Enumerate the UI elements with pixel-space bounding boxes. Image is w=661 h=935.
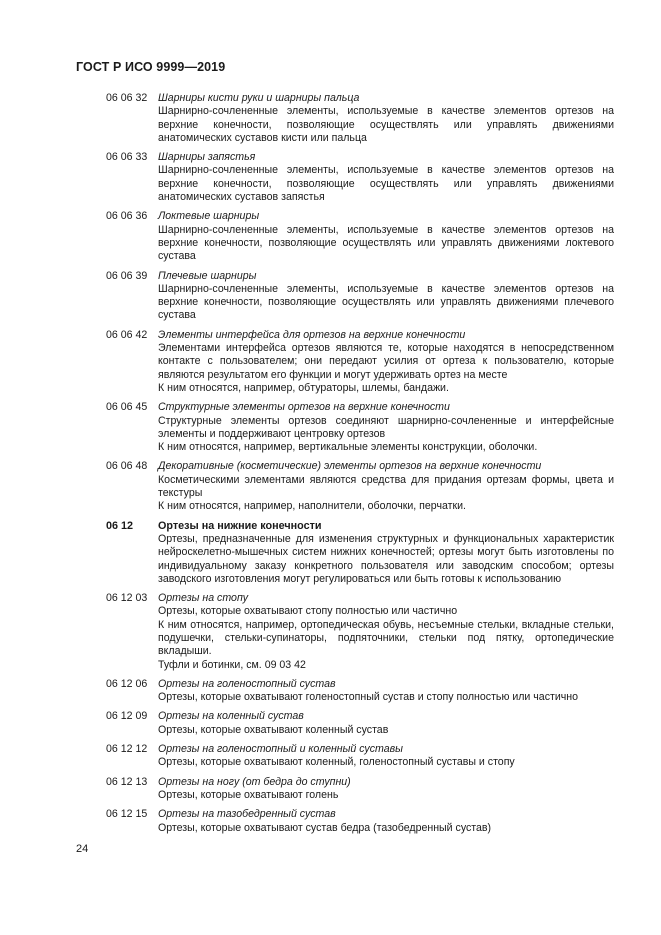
entry-heading: [106, 210, 614, 223]
entry-paragraph: Ортезы, которые охватывают сустав бедра (тазобедренный сустав): [158, 821, 492, 834]
entry-body: [106, 224, 614, 264]
entry-body: [106, 605, 614, 671]
entry-paragraph: Шарнирно-сочлененные элементы, используемые в качестве элементов ортезов на верхние конечности, позволяющие осуществлять или управлять движениями анатомических суставов запястья: [158, 164, 614, 204]
entry-body: [106, 822, 614, 835]
entry-heading: [106, 776, 614, 789]
entry-code: 06 06 32: [106, 92, 148, 104]
entry-body: [106, 342, 614, 395]
entry-heading: [106, 270, 614, 283]
entry-paragraph: К ним относятся, например, наполнители, оболочки, перчатки.: [158, 500, 466, 513]
classification-entry: [106, 678, 614, 705]
entry-paragraph: Шарнирно-сочлененные элементы, используемые в качестве элементов ортезов на верхние конечности, позволяющие осуществлять или управлять движениями анатомических суставов кисти или пальца: [158, 105, 614, 144]
entry-title: Ортезы на голеностопный и коленный суставы: [158, 743, 403, 756]
entry-title: Плечевые шарниры: [158, 269, 257, 282]
entry-body: [106, 415, 614, 455]
entry-paragraph: Ортезы, которые охватывают коленный сустав: [158, 723, 389, 736]
classification-entry: [106, 743, 614, 770]
classification-entries: [106, 92, 614, 841]
entry-body: [106, 789, 614, 802]
entry-paragraph: Ортезы, которые охватывают коленный, голеностопный суставы и стопу: [158, 756, 515, 769]
page-number: 24: [76, 843, 89, 855]
classification-entry: [106, 592, 614, 672]
entry-paragraph: Шарнирно-сочлененные элементы, используемые в качестве элементов ортезов на верхние конечности, позволяющие осуществлять или управлять движениями плечевого сустава: [158, 282, 614, 322]
entry-code: 06 12: [106, 519, 134, 532]
entry-code: 06 12 03: [106, 592, 148, 605]
entry-title: Ортезы на ногу (от бедра до ступни): [158, 775, 351, 788]
classification-entry: [106, 710, 614, 737]
entry-heading: [106, 710, 614, 723]
entry-title: Структурные элементы ортезов на верхние конечности: [158, 401, 450, 414]
entry-heading: [106, 743, 614, 756]
entry-paragraph: К ним относятся, например, ортопедическая обувь, несъемные стельки, вкладные стельки, подушечки, стельки-супинаторы, подпяточники, стельки под пятку, ортопедические вкладыши.: [158, 618, 614, 658]
entry-heading: [106, 151, 614, 164]
entry-code: 06 06 42: [106, 328, 148, 341]
entry-heading: [106, 92, 614, 105]
entry-code: 06 06 39: [106, 269, 148, 282]
entry-title: Шарниры кисти руки и шарниры пальца: [158, 92, 360, 104]
entry-code: 06 06 45: [106, 401, 148, 414]
entry-body: [106, 105, 614, 145]
entry-paragraph: Туфли и ботинки, см. 09 03 42: [158, 658, 306, 671]
classification-entry: [106, 92, 614, 145]
classification-entry: [106, 460, 614, 513]
entry-paragraph: Косметическими элементами являются средства для придания ортезам формы, цвета и текстуры: [158, 473, 614, 500]
classification-entry: [106, 401, 614, 454]
entry-heading: [106, 520, 614, 533]
entry-paragraph: Шарнирно-сочлененные элементы, используемые в качестве элементов ортезов на верхние конечности, позволяющие осуществлять или управлять движениями локтевого сустава: [158, 223, 614, 263]
entry-body: [106, 724, 614, 737]
entry-code: 06 12 12: [106, 743, 148, 756]
classification-entry: [106, 329, 614, 395]
classification-entry: [106, 210, 614, 263]
document-header: ГОСТ Р ИСО 9999—2019: [76, 60, 226, 74]
entry-paragraph: Структурные элементы ортезов соединяют шарнирно-сочлененные и интерфейсные элементы и поддерживают центровку ортезов: [158, 414, 614, 440]
entry-title: Ортезы на голеностопный сустав: [158, 677, 336, 690]
entry-title: Ортезы на стопу: [158, 592, 249, 605]
section-entry: [106, 520, 614, 586]
classification-entry: [106, 151, 614, 204]
entry-paragraph: К ним относятся, например, вертикальные элементы конструкции, оболочки.: [158, 441, 538, 454]
entry-body: [106, 474, 614, 514]
entry-title: Декоративные (косметические) элементы ортезов на верхние конечности: [158, 460, 542, 473]
entry-paragraph: Ортезы, которые охватывают стопу полностью или частично: [158, 605, 458, 618]
entry-heading: [106, 401, 614, 414]
entry-title: Шарниры запястья: [158, 151, 256, 164]
entry-body: [106, 533, 614, 586]
entry-paragraph: Элементами интерфейса ортезов являются те, которые находятся в непосредственном контакте с пользователем; они передают усилия от ортеза к пользователю, которые являются результатом его функции и могут удерживать ортез на месте: [158, 342, 614, 381]
entry-body: [106, 164, 614, 204]
entry-heading: [106, 460, 614, 473]
entry-title: Ортезы на тазобедренный сустав: [158, 808, 336, 821]
entry-title: Элементы интерфейса для ортезов на верхние конечности: [158, 328, 466, 341]
entry-code: 06 06 36: [106, 210, 148, 223]
classification-entry: [106, 808, 614, 835]
entry-body: [106, 756, 614, 769]
entry-paragraph: К ним относятся, например, обтураторы, шлемы, бандажи.: [158, 381, 449, 394]
entry-title: Ортезы на нижние конечности: [158, 519, 322, 532]
classification-entry: [106, 270, 614, 323]
entry-code: 06 12 09: [106, 710, 148, 723]
entry-heading: [106, 808, 614, 821]
entry-title: Ортезы на коленный сустав: [158, 710, 304, 723]
entry-code: 06 06 33: [106, 151, 148, 164]
entry-code: 06 12 13: [106, 775, 148, 788]
entry-paragraph: Ортезы, предназначенные для изменения структурных и функциональных характеристик нейроскелетно-мышечных систем нижних конечностей; ортезы могут быть изготовлены по индивидуальному заказу конкретного пользователя или заводским способом; ортезы заводского изготовления могут регулироваться или быть готовы к использованию: [158, 532, 614, 585]
entry-heading: [106, 592, 614, 605]
entry-body: [106, 691, 614, 704]
entry-title: Локтевые шарниры: [158, 210, 260, 223]
entry-heading: [106, 329, 614, 342]
classification-entry: [106, 776, 614, 803]
entry-heading: [106, 678, 614, 691]
entry-code: 06 06 48: [106, 460, 148, 473]
entry-code: 06 12 06: [106, 677, 148, 690]
entry-code: 06 12 15: [106, 808, 148, 821]
entry-body: [106, 283, 614, 323]
entry-paragraph: Ортезы, которые охватывают голень: [158, 788, 339, 801]
entry-paragraph: Ортезы, которые охватывают голеностопный сустав и стопу полностью или частично: [158, 691, 579, 704]
